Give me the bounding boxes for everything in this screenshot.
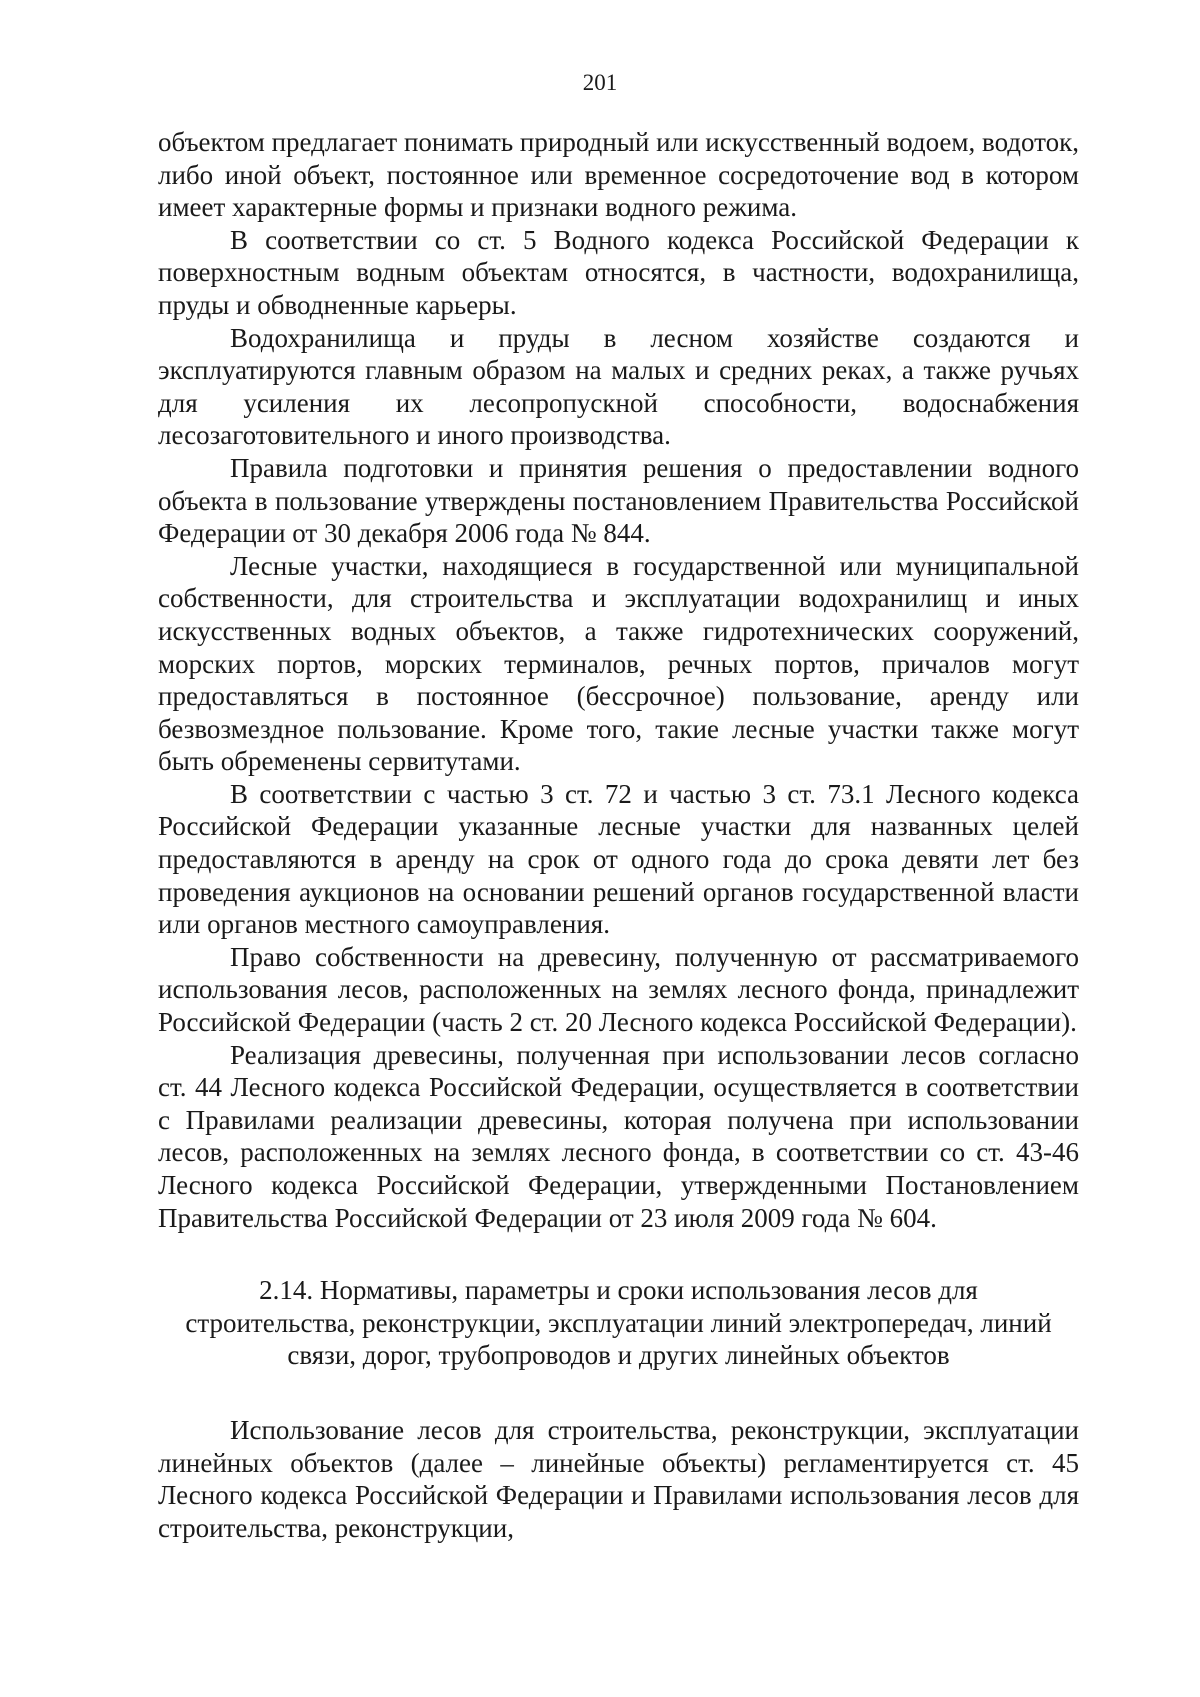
paragraph-water-code: В соответствии со ст. 5 Водного кодекса Российской Федерации к поверхностным водным объектам относятся, в частности, водохранилища, пруды и обводненные карьеры. bbox=[158, 224, 1079, 320]
body-text bbox=[158, 126, 1079, 1544]
paragraph-continuation: объектом предлагает понимать природный или искусственный водоем, водоток, либо иной объект, постоянное или временное сосредоточение вод в котором имеет характерные формы и признаки водного режима. bbox=[158, 127, 1079, 223]
section-heading-line-1: 2.14. Нормативы, параметры и сроки использования лесов для bbox=[259, 1275, 978, 1306]
paragraph-lease: В соответствии с частью 3 ст. 72 и частью 3 ст. 73.1 Лесного кодекса Российской Федерации указанные лесные участки для названных целей предоставляются в аренду на срок от одного года до срока девяти лет без проведения аукционов на основании решений органов государственной власти или органов местного самоуправления. bbox=[158, 778, 1079, 940]
section-heading bbox=[158, 1274, 1079, 1372]
section-heading-line-3: связи, дорог, трубопроводов и других линейных объектов bbox=[287, 1340, 950, 1371]
paragraph-forest-plots: Лесные участки, находящиеся в государственной или муниципальной собственности, для строительства и эксплуатации водохранилищ и иных искусственных водных объектов, а также гидротехнических сооружений, морских портов, морских терминалов, речных портов, причалов могут предоставляться в постоянное (бессрочное) пользование, аренду или безвозмездное пользование. Кроме того, такие лесные участки также могут быть обременены сервитутами. bbox=[158, 550, 1079, 777]
page-number: 201 bbox=[582, 70, 618, 95]
paragraph-linear-objects: Использование лесов для строительства, реконструкции, эксплуатации линейных объектов (далее – линейные объекты) регламентируется ст. 45 Лесного кодекса Российской Федерации и Правилами использования лесов для строительства, реконструкции, bbox=[158, 1414, 1079, 1543]
paragraph-ownership: Право собственности на древесину, полученную от рассматриваемого использования лесов, расположенных на землях лесного фонда, принадлежит Российской Федерации (часть 2 ст. 20 Лесного кодекса Российской Федерации). bbox=[158, 941, 1079, 1038]
paragraph-reservoirs: Водохранилища и пруды в лесном хозяйстве создаются и эксплуатируются главным образом на малых и средних реках, а также ручьях для усиления их лесопропускной способности, водоснабжения лесозаготовительного и иного производства. bbox=[158, 322, 1079, 451]
paragraph-rules: Правила подготовки и принятия решения о предоставлении водного объекта в пользование утверждены постановлением Правительства Российской Федерации от 30 декабря 2006 года № 844. bbox=[158, 452, 1079, 549]
section-heading-line-2: строительства, реконструкции, эксплуатации линий электропередач, линий bbox=[185, 1307, 1052, 1338]
paragraph-timber-sale: Реализация древесины, полученная при использовании лесов согласно ст. 44 Лесного кодекса Российской Федерации, осуществляется в соответствии с Правилами реализации древесины, которая получена при использовании лесов, расположенных на землях лесного фонда, в соответствии со ст. 43-46 Лесного кодекса Российской Федерации, утвержденными Постановлением Правительства Российской Федерации от 23 июля 2009 года № 604. bbox=[158, 1039, 1079, 1233]
